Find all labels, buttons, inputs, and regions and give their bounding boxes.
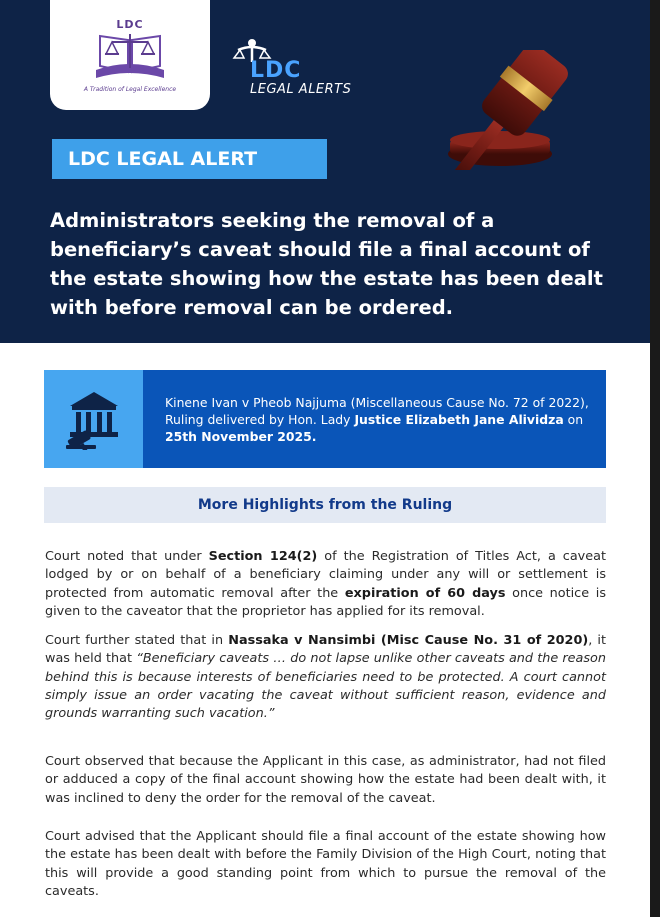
case-citation-text [165, 394, 595, 445]
case-date: 25th November 2025. [165, 429, 317, 444]
paragraph-nassaka [45, 632, 606, 723]
p1-text-e: once notice is given to the caveator that the proprietor has applied for its removal. [45, 585, 606, 619]
case-icon-panel [44, 370, 143, 468]
logo-text: LDC [116, 18, 144, 31]
p1-text-a: Court noted that under [45, 549, 209, 564]
right-edge-strip [650, 0, 660, 917]
paragraph-advice: Court advised that the Applicant should file a final account of the estate showing how the estate has been dealt with before the Family Division of the High Court, noting that this will provide a good standing point from which to pursue the removal of the caveats. [45, 829, 606, 899]
highlights-title: More Highlights from the Ruling [44, 487, 606, 523]
paragraph-section-124 [45, 548, 606, 621]
p1-text-c: of the Registration of Titles Act, a caveat lodged by or on behalf of a beneficiary claiming under any will or settlement is protected from automatic removal after the [45, 549, 606, 601]
p1-expiration: expiration of 60 days [344, 585, 506, 601]
ldc-logo-card [50, 0, 210, 110]
p2-text-c: , it was held that [45, 633, 606, 667]
logo-tagline: A Tradition of Legal Excellence [83, 86, 177, 93]
p2-case-ref: Nassaka v Nansimbi (Misc Cause No. 31 of 2020) [228, 633, 589, 648]
case-on: on [563, 412, 584, 427]
scales-book-logo-icon [90, 28, 170, 84]
gavel-icon [440, 50, 620, 170]
header-banner [0, 0, 650, 343]
p2-text-a: Court further stated that in [45, 633, 229, 648]
p2-quote: “Beneficiary caveats … do not lapse unlike other caveats and the reason behind this is because interests of beneficiaries need to be protected. A court cannot simply issue an order vacating the caveat without sufficient reason, evidence and grounds warranting such vacation.” [45, 651, 606, 722]
brand-name: LDC [250, 58, 302, 83]
case-judge: Justice Elizabeth Jane Alividza [354, 412, 564, 427]
courthouse-gavel-icon [64, 388, 124, 450]
brand-mark [232, 38, 382, 98]
headline: Administrators seeking the removal of a beneficiary’s caveat should file a final account of the estate showing how the estate has been dealt with before removal can be ordered. [50, 209, 603, 319]
paragraph-observation: Court observed that because the Applicant in this case, as administrator, had not filed or adduced a copy of the final account showing how the estate had been dealt with, it was inclined to deny the order for the removal of the caveat. [45, 754, 606, 806]
case-citation-box [44, 370, 606, 468]
case-intro: Kinene Ivan v Pheob Najjuma (Miscellaneous Cause No. 72 of 2022), Ruling delivered by Hon. Lady [165, 395, 589, 427]
brand-subtitle: LEGAL ALERTS [250, 82, 352, 97]
p1-section-ref: Section 124(2) [208, 549, 318, 564]
legal-alert-badge: LDC LEGAL ALERT [52, 139, 327, 179]
